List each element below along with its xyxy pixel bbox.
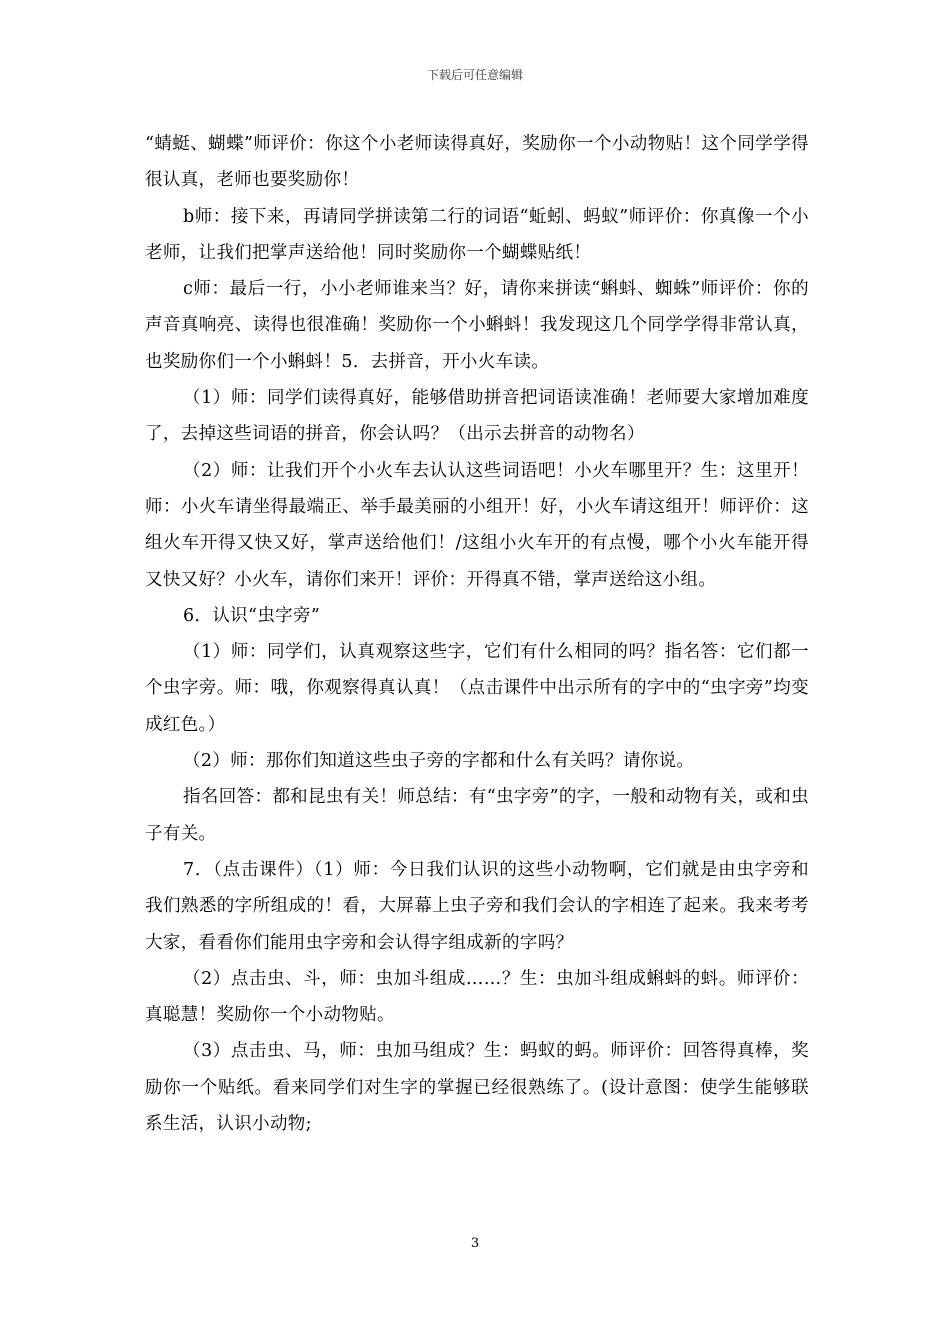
page-number: 3	[470, 1236, 480, 1251]
paragraph: （2）师：那你们知道这些虫子旁的字都和什么有关吗？请你说。	[183, 751, 695, 772]
paragraph: （1）师：同学们，认真观察这些字，它们有什么相同的吗？指名答：它们都一个虫字旁。师：哦，你观察得真认真！（点击课件中出示所有的字中的“虫字旁”均变成红色。）	[145, 642, 809, 735]
paragraph: 7．（点击课件）（1）师：今日我们认识的这些小动物啊，它们就是由虫字旁和我们熟悉的字所组成的！看，大屏幕上虫子旁和我们会认的字相连了起来。我来考考大家，看看你们能用虫字旁和会认得字组成新的字吗？	[145, 859, 809, 953]
paragraph: 指名回答：都和昆虫有关！师总结：有“虫字旁”的字，一般和动物有关，或和虫子有关。	[145, 787, 809, 844]
paragraph: b师：接下来，再请同学拼读第二行的词语“蚯蚓、蚂蚁”师评价：你真像一个小老师，让我们把掌声送给他！同时奖励你一个蝴蝶贴纸！	[145, 206, 809, 263]
paragraph: （2）师：让我们开个小火车去认认这些词语吧！小火车哪里开？生：这里开！师：小火车请坐得最端正、举手最美丽的小组开！好，小火车请这组开！师评价：这组火车开得又快又好，掌声送给他们！/这组小火车开的有点慢，哪个小火车能开得又快又好？小火车，请你们来开！评价：开得真不错，掌声送给这小组。	[145, 460, 809, 590]
paragraph: c师：最后一行，小小老师谁来当？好，请你来拼读“蝌蚪、蜘蛛”师评价：你的声音真响亮、读得也很准确！奖励你一个小蝌蚪！我发现这几个同学学得非常认真，也奖励你们一个小蝌蚪！5．去拼音，开小火车读。	[145, 279, 809, 372]
document-body	[145, 126, 809, 1142]
page-header: 下载后可任意编辑	[426, 68, 523, 82]
paragraph: （3）点击虫、马，师：虫加马组成？生：蚂蚁的蚂。师评价：回答得真棒，奖励你一个贴纸。看来同学们对生字的掌握已经很熟练了。(设计意图：使学生能够联系生活，认识小动物;	[145, 1041, 809, 1135]
section-heading: 6．认识“虫字旁”	[183, 605, 321, 626]
paragraph: “蜻蜓、蝴蝶”师评价：你这个小老师读得真好，奖励你一个小动物贴！这个同学学得很认真，老师也要奖励你！	[145, 134, 809, 191]
paragraph: （1）师：同学们读得真好，能够借助拼音把词语读准确！老师要大家增加难度了，去掉这些词语的拼音，你会认吗？（出示去拼音的动物名）	[145, 388, 809, 445]
paragraph: （2）点击虫、斗，师：虫加斗组成……？生：虫加斗组成蝌蚪的蚪。师评价：真聪慧！奖励你一个小动物贴。	[145, 968, 809, 1026]
